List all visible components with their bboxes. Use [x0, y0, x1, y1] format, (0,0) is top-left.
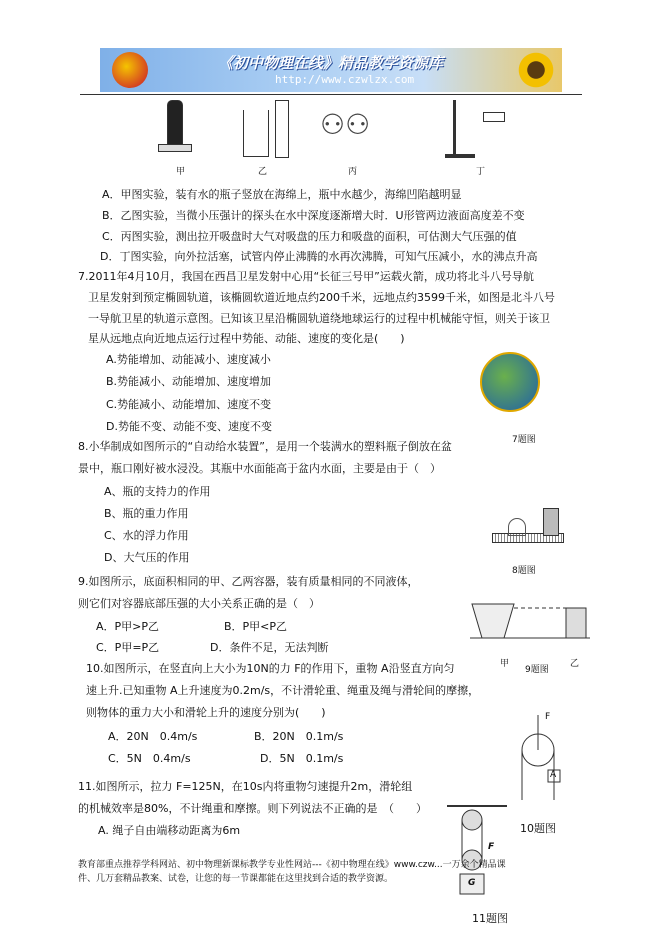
q8-line: 8.小华制成如图所示的“自动给水装置”，是用一个装满水的塑料瓶子倒放在盆 — [78, 440, 452, 453]
q9-option-b: B．P甲<P乙 — [224, 620, 288, 633]
q11-line: 11.如图所示，拉力 F=125N，在10s内将重物匀速提升2m，滑轮组 — [78, 780, 413, 793]
pulley-figure — [515, 710, 575, 800]
q10-line: 10.如图所示，在竖直向上大小为10N的力 F的作用下，重物 A沿竖直方向匀 — [86, 662, 455, 675]
q8-option-a: A、瓶的支持力的作用 — [104, 485, 211, 498]
q6-option-c: C．丙图实验，测出拉开吸盘时大气对吸盘的压力和吸盘的面积，可估测大气压强的值 — [102, 230, 517, 243]
q10-option-a: A．20N 0.4m/s — [108, 730, 198, 743]
weight-label-g: G — [468, 878, 476, 888]
pulley-block-figure — [442, 800, 512, 895]
header-banner — [100, 48, 562, 92]
q7-line: 一导航卫星的轨道示意图。已知该卫星沿椭圆轨道绕地球运行的过程中机械能守恒，则关于该卫 — [88, 312, 550, 325]
q7-option-d: D.势能不变、动能不变、速度不变 — [106, 420, 272, 433]
q6-option-b: B．乙图实验，当微小压强计的探头在水中深度逐渐增大时．U形管两边液面高度差不变 — [102, 209, 525, 222]
q11-option-a: A. 绳子自由端移动距离为6m — [98, 824, 241, 837]
header-rule — [80, 94, 582, 95]
q9-option-a: A．P甲>P乙 — [96, 620, 160, 633]
q8-figure-caption: 8题图 — [512, 566, 536, 576]
q7-line: 星从远地点向近地点运行过程中势能、动能、速度的变化是( ) — [88, 332, 405, 345]
q10-option-c: C．5N 0.4m/s — [108, 752, 191, 765]
q7-option-b: B.势能减小、动能增加、速度增加 — [106, 375, 272, 388]
sunflower-image — [516, 50, 556, 90]
q7-figure-caption: 7题图 — [512, 435, 536, 445]
q10-figure-caption: 10题图 — [520, 822, 556, 835]
containers-figure — [470, 598, 590, 648]
earth-orbit-figure — [480, 352, 540, 412]
banner-title: 《初中物理在线》精品教学资源库 — [218, 54, 444, 72]
weight-label-a: A — [550, 770, 557, 780]
q10-option-b: B．20N 0.1m/s — [254, 730, 344, 743]
q9-line: 9.如图所示，底面积相同的甲、乙两容器，装有质量相同的不同液体， — [78, 575, 419, 588]
q7-line: 卫星发射到预定椭圆轨道，该椭圆软道近地点约200千米，远地点约3599千米，如图是北斗八号 — [88, 291, 555, 304]
banner-url: http://www.czwlzx.com — [275, 73, 415, 86]
q7-option-c: C.势能减小、动能增加、速度不变 — [106, 398, 272, 411]
q8-option-d: D、大气压的作用 — [104, 551, 190, 564]
container-label-jia: 甲 — [500, 659, 510, 669]
q11-line: 的机械效率是80%，不计绳重和摩擦。则下列说法不正确的是 （ ） — [78, 802, 427, 815]
footer-line: 教育部重点推荐学科网站、初中物理新课标教学专业性网站---《初中物理在线》www.czw...一万余个精品课 — [78, 860, 506, 870]
q8-option-b: B、瓶的重力作用 — [104, 507, 189, 520]
site-logo — [112, 52, 148, 88]
q8-option-c: C、水的浮力作用 — [104, 529, 189, 542]
q9-line: 则它们对容器底部压强的大小关系正确的是（ ） — [78, 597, 320, 610]
q10-option-d: D．5N 0.1m/s — [260, 752, 344, 765]
container-label-yi: 乙 — [570, 659, 580, 669]
footer-line: 件、几万套精品教案、试卷，让您的每一节课都能在这里找到合适的教学资源。 — [78, 874, 394, 884]
q10-line: 则物体的重力大小和滑轮上升的速度分别为( ) — [86, 706, 326, 719]
q7-option-a: A.势能增加、动能减小、速度减小 — [106, 353, 271, 366]
q9-option-d: D．条件不足，无法判断 — [210, 641, 329, 654]
q11-figure-caption: 11题图 — [472, 912, 508, 925]
q6-option-d: D．丁图实验，向外拉活塞，试管内停止沸腾的水再次沸腾，可知气压减小，水的沸点升高 — [100, 250, 538, 263]
fig-label-ding: 丁 — [476, 167, 486, 177]
q8-line: 景中，瓶口刚好被水浸没。其瓶中水面能高于盆内水面，主要是由于（ ） — [78, 462, 441, 475]
document-page: 《初中物理在线》精品教学资源库 http://www.czwlzx.com ⚇⚇ 甲 乙 丙 丁 A．甲图实验，装有水的瓶子竖放在海绵上，瓶中水越少，海绵凹陷越明显 B．乙图实验，当微小压强计的探头在水中深度逐渐增大时．U形管两边液面高度差不变 C．丙图实验，测出拉开吸盘时大气对吸盘的压力和吸盘的面积，可估测大气压强的值 D．丁图实验，向外拉活塞，试管内停止沸腾的水再次沸腾，可知气压减小，水的沸点升高 7.2011年4月10月，我国在西昌卫星发射中心用“长征三号甲”运载火箭，成功将北斗八号导航 卫星发射到预定椭圆轨道，该椭圆软道近地点约200千米，远地点约3599千米，如图是北斗八号 一导航卫星的轨道示意图。已知该卫星沿椭圆轨道绕地球运行的过程中机械能守恒，则关于该卫 星从远地点向近地点运行过程中势能、动能、速度的变化是( ) A.势能增加、动能减小、速度减小 B.势能减小、动能增加、速度增加 C.势能减小、动能增加、速度不变 D.势能不变、动能不变、速度不变 7题图 8.小华制成如图所示的“自动给水装置”，是用一个装满水的塑料瓶子倒放在盆 景中，瓶口刚好被水浸没。其瓶中水面能高于盆内水面，主要是由于（ ） A、瓶的支持力的作用 B、瓶的重力作用 C、水的浮力作用 D、大气压的作用 8题图 9.如图所示，底面积相同的甲、乙两容器，装有质量相同的不同液体， 则它们对容器底部压强的大小关系正确的是（ ） A．P甲>P乙 B．P甲<P乙 C．P甲=P乙 D．条件不足，无法判断 甲 乙 9题图 10.如图所示，在竖直向上大小为10N的力 F的作用下，重物 A沿竖直方向匀 速上升.已知重物 A上升速度为0.2m/s，不计滑轮重、绳重及绳与滑轮间的摩擦， 则物体的重力大小和滑轮上升的速度分别为( ) A．20N 0.4m/s B．20N 0.1m/s C．5N 0.4m/s D．5N 0.1m/s F A 10题图 11.如图所示，拉力 F=125N，在10s内将重物匀速提升2m，滑轮组 的机械效率是80%，不计绳重和摩擦。则下列说法不正确的是 （ ） A. 绳子自由端移动距离为6m F G 11题图 教育部重点推荐学科网站、初中物理新课标教学专业性网站---《初中物理在线》www.czw...一万余个精品课 件、几万套精品教案、试卷，让您的每一节课都能在这里找到合适的教学资源。 — [0, 0, 661, 936]
q9-option-c: C．P甲=P乙 — [96, 641, 160, 654]
q10-line: 速上升.已知重物 A上升速度为0.2m/s，不计滑轮重、绳重及绳与滑轮间的摩擦， — [86, 684, 480, 697]
q6-option-a: A．甲图实验，装有水的瓶子竖放在海绵上，瓶中水越少，海绵凹陷越明显 — [102, 188, 462, 201]
q7-line: 7.2011年4月10月，我国在西昌卫星发射中心用“长征三号甲”运载火箭，成功将北斗八号导航 — [78, 270, 534, 283]
q9-figure-caption: 9题图 — [525, 665, 549, 675]
force-label-f: F — [488, 842, 495, 852]
fig-label-bing: 丙 — [348, 167, 358, 177]
force-label-f: F — [545, 712, 551, 722]
fig-label-yi: 乙 — [258, 167, 268, 177]
fig-label-jia: 甲 — [176, 167, 186, 177]
